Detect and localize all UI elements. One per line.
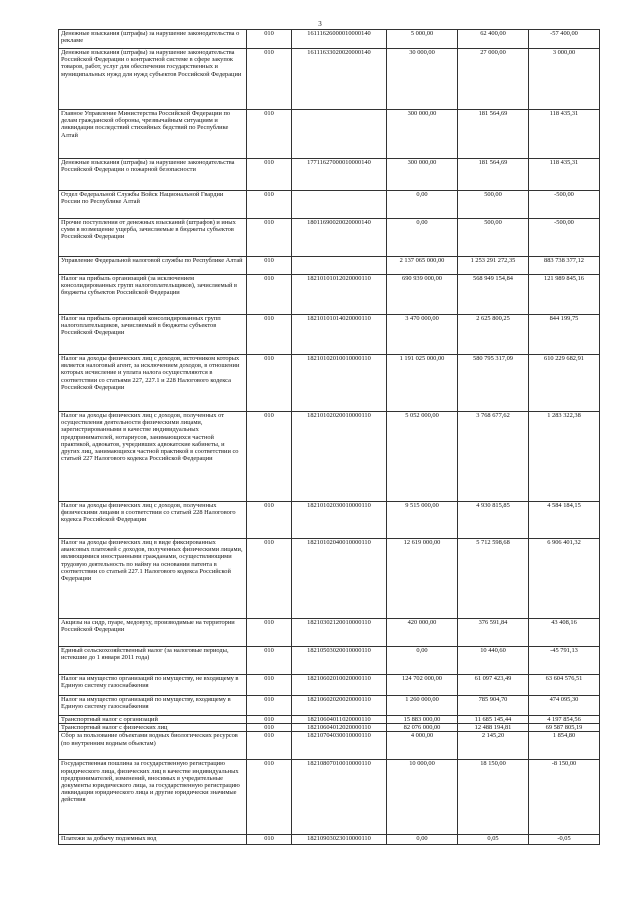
row-remainder: 3 000,00 (529, 49, 600, 110)
table-row (59, 30, 600, 49)
row-code: 010 (247, 502, 292, 539)
row-code: 010 (247, 835, 292, 845)
table-row (59, 355, 600, 412)
table-row (59, 159, 600, 191)
table-row (59, 412, 600, 502)
row-kbk (292, 110, 387, 159)
row-executed: 4 930 815,85 (458, 502, 529, 539)
row-kbk: 18210102020010000110 (292, 412, 387, 502)
row-name: Сбор за пользование объектами водных биологических ресурсов (по внутренним водным объектам) (59, 732, 247, 760)
row-kbk: 18210602020020000110 (292, 696, 387, 716)
row-executed: 5 712 598,68 (458, 539, 529, 619)
row-kbk: 18210903023010000110 (292, 835, 387, 845)
row-kbk: 17711627000010000140 (292, 159, 387, 191)
row-code: 010 (247, 732, 292, 760)
row-executed: 61 097 423,49 (458, 675, 529, 696)
row-remainder: 121 989 845,16 (529, 275, 600, 315)
row-kbk: 18210101012020000110 (292, 275, 387, 315)
row-name: Денежные взыскания (штрафы) за нарушение законодательства о рекламе (59, 30, 247, 49)
row-code: 010 (247, 257, 292, 275)
row-plan: 0,00 (387, 219, 458, 257)
row-plan: 4 000,00 (387, 732, 458, 760)
row-executed: 580 795 317,09 (458, 355, 529, 412)
row-name: Платежи за добычу подземных вод (59, 835, 247, 845)
row-code: 010 (247, 110, 292, 159)
table-row (59, 191, 600, 219)
row-name: Транспортный налог с физических лиц (59, 724, 247, 732)
row-kbk: 16111633020020000140 (292, 49, 387, 110)
row-plan: 690 939 000,00 (387, 275, 458, 315)
row-executed: 18 150,00 (458, 760, 529, 835)
row-kbk: 18210101014020000110 (292, 315, 387, 355)
row-kbk: 18210602010020000110 (292, 675, 387, 696)
table-row (59, 724, 600, 732)
revenue-table-body (59, 30, 600, 845)
row-name: Налог на имущество организаций по имуществу, входящему в Единую систему газоснабжения (59, 696, 247, 716)
row-remainder: 118 435,31 (529, 110, 600, 159)
row-plan: 30 000,00 (387, 49, 458, 110)
row-remainder: 610 229 682,91 (529, 355, 600, 412)
row-name: Налог на доходы физических лиц с доходов, источником которых является налоговый агент, за исключением доходов, в отношении которых исчисление и уплата налога осуществляются в соответствии со статьями 227, 227.1 и 228 Налогового кодекса Российской Федерации (59, 355, 247, 412)
row-remainder: 4 197 854,56 (529, 716, 600, 724)
row-name: Налог на доходы физических лиц с доходов, полученных от осуществления деятельности физическими лицами, зарегистрированными в качестве индивидуальных предпринимателей, нотариусов, занимающихся частной практикой, адвокатов, учредивших адвокатские кабинеты, и других лиц, занимающихся частной практикой в соответствии со статьей 227 Налогового кодекса Российской Федерации (59, 412, 247, 502)
row-kbk: 18011690020020000140 (292, 219, 387, 257)
table-row (59, 275, 600, 315)
row-remainder: -500,00 (529, 191, 600, 219)
row-code: 010 (247, 696, 292, 716)
row-plan: 12 619 000,00 (387, 539, 458, 619)
row-executed: 181 564,69 (458, 159, 529, 191)
row-name: Налог на доходы физических лиц в виде фиксированных авансовых платежей с доходов, полученных физическими лицами, являющимися иностранными гражданами, осуществляющими трудовую деятельность по найму на основании патента в соответствии со статьей 227.1 Налогового кодекса Российской Федерации (59, 539, 247, 619)
row-code: 010 (247, 675, 292, 696)
row-kbk (292, 257, 387, 275)
row-name: Налог на доходы физических лиц с доходов, полученных физическими лицами в соответствии со статьей 228 Налогового кодекса Российской Федерации (59, 502, 247, 539)
row-kbk (292, 191, 387, 219)
table-row (59, 110, 600, 159)
row-plan: 0,00 (387, 835, 458, 845)
row-remainder: 43 408,16 (529, 619, 600, 647)
row-remainder: 118 435,31 (529, 159, 600, 191)
row-plan: 420 000,00 (387, 619, 458, 647)
row-remainder: -0,05 (529, 835, 600, 845)
revenue-table (58, 29, 600, 845)
row-remainder: 844 199,75 (529, 315, 600, 355)
row-plan: 10 000,00 (387, 760, 458, 835)
row-executed: 500,00 (458, 191, 529, 219)
row-executed: 181 564,69 (458, 110, 529, 159)
row-plan: 1 191 025 000,00 (387, 355, 458, 412)
row-name: Прочие поступления от денежных взысканий (штрафов) и иных сумм в возмещение ущерба, зачисляемые в бюджеты субъектов Российской Федерации (59, 219, 247, 257)
row-remainder: 1 854,80 (529, 732, 600, 760)
row-executed: 1 253 291 272,35 (458, 257, 529, 275)
row-kbk: 18210302120010000110 (292, 619, 387, 647)
row-plan: 0,00 (387, 647, 458, 675)
row-executed: 3 768 677,62 (458, 412, 529, 502)
row-name: Денежные взыскания (штрафы) за нарушение законодательства Российской Федерации о контрактной системе в сфере закупок товаров, работ, услуг для обеспечения государственных и муниципальных нужд для нужд субъектов Российской Федерации (59, 49, 247, 110)
row-code: 010 (247, 219, 292, 257)
row-remainder: -57 400,00 (529, 30, 600, 49)
table-row (59, 732, 600, 760)
row-executed: 2 625 800,25 (458, 315, 529, 355)
row-code: 010 (247, 315, 292, 355)
row-executed: 500,00 (458, 219, 529, 257)
row-name: Налог на прибыль организаций (за исключением консолидированных групп налогоплательщиков), зачисляемый в бюджеты субъектов Российской Федерации (59, 275, 247, 315)
row-executed: 0,05 (458, 835, 529, 845)
row-executed: 12 488 194,81 (458, 724, 529, 732)
row-kbk: 18210503020010000110 (292, 647, 387, 675)
row-plan: 1 260 000,00 (387, 696, 458, 716)
row-code: 010 (247, 275, 292, 315)
row-code: 010 (247, 49, 292, 110)
row-name: Управление Федеральной налоговой службы по Республике Алтай (59, 257, 247, 275)
row-plan: 300 000,00 (387, 110, 458, 159)
row-remainder: 1 283 322,38 (529, 412, 600, 502)
table-row (59, 539, 600, 619)
row-name: Отдел Федеральной Службы Войск Национальной Гвардии России по Республике Алтай (59, 191, 247, 219)
row-name: Денежные взыскания (штрафы) за нарушение законодательства Российской Федерации о пожарной безопасности (59, 159, 247, 191)
row-plan: 300 000,00 (387, 159, 458, 191)
row-executed: 27 000,00 (458, 49, 529, 110)
row-plan: 9 515 000,00 (387, 502, 458, 539)
table-row (59, 502, 600, 539)
row-plan: 15 883 000,00 (387, 716, 458, 724)
row-code: 010 (247, 159, 292, 191)
row-remainder: 883 738 377,12 (529, 257, 600, 275)
row-code: 010 (247, 539, 292, 619)
page-number: 3 (318, 20, 322, 28)
row-kbk: 18210102040010000110 (292, 539, 387, 619)
row-plan: 82 076 000,00 (387, 724, 458, 732)
row-kbk: 18210807010010000110 (292, 760, 387, 835)
row-plan: 0,00 (387, 191, 458, 219)
row-kbk: 16111626000010000140 (292, 30, 387, 49)
row-remainder: 474 095,30 (529, 696, 600, 716)
row-remainder: 69 587 805,19 (529, 724, 600, 732)
row-executed: 11 685 145,44 (458, 716, 529, 724)
row-plan: 5 000,00 (387, 30, 458, 49)
row-remainder: -500,00 (529, 219, 600, 257)
row-code: 010 (247, 30, 292, 49)
row-remainder: -8 150,00 (529, 760, 600, 835)
row-code: 010 (247, 412, 292, 502)
row-name: Налог на прибыль организаций консолидированных групп налогоплательщиков, зачисляемый в бюджеты субъектов Российской Федерации (59, 315, 247, 355)
row-kbk: 18210102010010000110 (292, 355, 387, 412)
row-remainder: 6 906 401,32 (529, 539, 600, 619)
table-row (59, 619, 600, 647)
table-row (59, 49, 600, 110)
row-code: 010 (247, 191, 292, 219)
table-row (59, 716, 600, 724)
table-row (59, 760, 600, 835)
row-executed: 10 440,60 (458, 647, 529, 675)
row-executed: 785 904,70 (458, 696, 529, 716)
row-name: Транспортный налог с организаций (59, 716, 247, 724)
row-plan: 3 470 000,00 (387, 315, 458, 355)
row-name: Государственная пошлина за государственную регистрацию юридического лица, физических лиц в качестве индивидуальных предпринимателей, изменений, вносимых в учредительные документы юридического лица, за государственную регистрацию ликвидации юридического лица и другие юридически значимые действия (59, 760, 247, 835)
row-kbk: 18210604012020000110 (292, 724, 387, 732)
row-plan: 124 702 000,00 (387, 675, 458, 696)
row-kbk: 18210102030010000110 (292, 502, 387, 539)
row-code: 010 (247, 355, 292, 412)
table-row (59, 835, 600, 845)
row-remainder: -45 791,13 (529, 647, 600, 675)
row-plan: 2 137 065 000,00 (387, 257, 458, 275)
row-code: 010 (247, 619, 292, 647)
row-code: 010 (247, 647, 292, 675)
row-executed: 376 591,84 (458, 619, 529, 647)
row-name: Единый сельскохозяйственный налог (за налоговые периоды, истекшие до 1 января 2011 года) (59, 647, 247, 675)
table-row (59, 315, 600, 355)
row-name: Налог на имущество организаций по имуществу, не входящему в Единую систему газоснабжения (59, 675, 247, 696)
table-row (59, 219, 600, 257)
table-row (59, 257, 600, 275)
row-code: 010 (247, 760, 292, 835)
row-executed: 568 949 154,84 (458, 275, 529, 315)
row-kbk: 18210704030010000110 (292, 732, 387, 760)
row-name: Главное Управление Министерства Российской Федерации по делам гражданской обороны, чрезвычайным ситуациям и ликвидации последствий стихийных бедствий по Республике Алтай (59, 110, 247, 159)
row-remainder: 4 584 184,15 (529, 502, 600, 539)
row-name: Акцизы на сидр, пуаре, медовуху, производимые на территории Российской Федерации (59, 619, 247, 647)
row-code: 010 (247, 724, 292, 732)
table-row (59, 647, 600, 675)
row-executed: 2 145,20 (458, 732, 529, 760)
row-remainder: 63 604 576,51 (529, 675, 600, 696)
row-code: 010 (247, 716, 292, 724)
row-executed: 62 400,00 (458, 30, 529, 49)
table-row (59, 675, 600, 696)
row-plan: 5 052 000,00 (387, 412, 458, 502)
table-row (59, 696, 600, 716)
row-kbk: 18210604011020000110 (292, 716, 387, 724)
